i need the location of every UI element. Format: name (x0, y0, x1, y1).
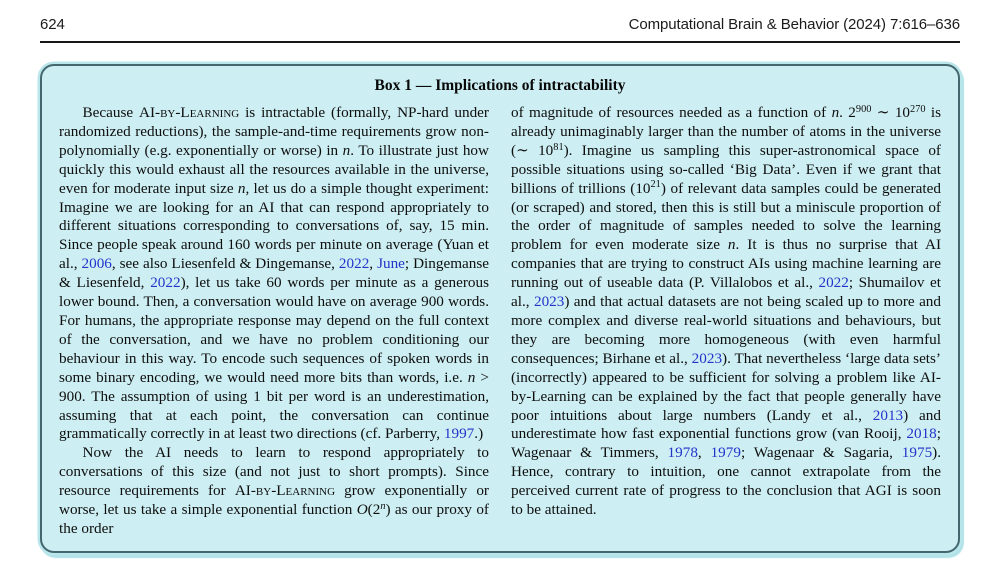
text-segment: O (356, 501, 368, 519)
text-segment: ; Dingemanse & Liesenfeld, (59, 255, 489, 292)
text-segment: n (342, 141, 351, 159)
paragraph (59, 104, 489, 444)
text-segment: Because (82, 104, 140, 121)
page-header (40, 16, 960, 33)
text-segment: n (380, 500, 386, 512)
text-segment: of magnitude of resources needed as a function of (511, 104, 832, 121)
paragraph (511, 104, 941, 520)
citation-link[interactable]: 2023 (533, 293, 565, 311)
text-segment: Now the AI needs to learn to respond appropriately to conversations of this size (and not just to short prompts). Since resource requirements for (59, 444, 489, 500)
text-segment: 900 (855, 103, 872, 115)
text-segment: n (467, 368, 476, 386)
citation-link[interactable]: 2022 (338, 255, 370, 273)
text-segment: is intractable (formally, NP-hard under randomized reductions), the sample-and-time requirements grow non-polynomially (e.g. exponentially or worse) in (59, 104, 489, 159)
header-rule (40, 41, 960, 43)
text-segment: (2 (367, 501, 381, 519)
citation-link[interactable]: 2022 (818, 274, 849, 292)
text-segment: 21 (650, 179, 661, 191)
citation-link[interactable]: 2018 (906, 425, 937, 443)
text-segment: ). Imagine us sampling this super-astronomical space of possible situations using so-called ‘Big Data’. Even if we grant that billions of trillions (10 (511, 141, 941, 197)
text-segment: 270 (910, 103, 926, 115)
citation-link[interactable]: 2023 (691, 349, 723, 367)
citation-link[interactable]: 2022 (150, 274, 181, 292)
text-segment: ). That nevertheless ‘large data sets’ (incorrectly) appeared to be sufficient for solving a problem like AI-by-Learning can be explained by the fact that people generally have poor intuitions about large numbers (Landy et al., (511, 349, 941, 424)
text-segment: AI-by-Learning (139, 104, 240, 121)
column-left (59, 104, 489, 539)
text-segment: . 2 (839, 104, 856, 121)
text-segment: ) and underestimate how fast exponential functions grow (van Rooij, (511, 406, 941, 443)
text-segment: ; Wagenaar & Timmers, (511, 425, 941, 462)
paragraph (59, 444, 489, 539)
text-segment: ). Hence, contrary to intuition, one cannot extrapolate from the perceived current rate of progress to the conclusion that AGI is soon to be attained. (511, 444, 942, 519)
column-right (511, 104, 941, 539)
text-segment: n (727, 236, 736, 254)
text-segment: . It is thus no surprise that AI companies that are trying to construct AIs using machine learning are running out of useable data (P. Villalobos et al., (511, 236, 941, 292)
journal-citation: Computational Brain & Behavior (2024) 7:616–636 (628, 16, 960, 33)
box-title: Box 1 — Implications of intractability (374, 77, 626, 94)
citation-link[interactable]: 1979 (710, 444, 741, 462)
citation-link[interactable]: June (377, 255, 405, 273)
box-1-implications-of-intractability (40, 64, 960, 553)
text-segment: , (369, 255, 378, 273)
two-column-text (59, 104, 941, 539)
text-segment: .) (474, 425, 484, 443)
text-segment: . To illustrate just how quickly this would exhaust all the resources available in the universe, even for moderate input size (59, 141, 489, 197)
text-segment: ; Wagenaar & Sagaria, (740, 444, 902, 462)
page-number: 624 (40, 16, 65, 33)
text-segment: grow exponentially or worse, let us take a simple exponential function (59, 482, 489, 519)
text-segment: ) of relevant data samples could be generated (or scraped) and stored, then this is still but a miniscule proportion of the order of magnitude of samples needed to solve the learning problem for even moderate size (511, 179, 941, 254)
text-segment: is already unimaginably larger than the number of atoms in the universe (∼ 10 (511, 104, 942, 159)
citation-link[interactable]: 2013 (872, 406, 904, 424)
citation-link[interactable]: 1975 (901, 444, 933, 462)
text-segment: , let us do a simple thought experiment: Imagine we are looking for an AI that can respond appropriately to different situations corresponding to conversations of, say, 15 min. Since people speak around 160 words per minute on average (Yuan et al., (59, 179, 489, 273)
text-segment: > 900. The assumption of using 1 bit per word is an underestimation, assuming that at each point, the conversation can continue grammatically correctly in at least two directions (cf. Parberry, (59, 368, 489, 443)
citation-link[interactable]: 1997 (443, 425, 475, 443)
text-segment: ), let us take 60 words per minute as a generous lower bound. Then, a conversation would have on average 900 words. For humans, the appropriate response may depend on the full context of the conversation, and we have no problem conditioning our behaviour in this way. To encode such sequences of spoken words in some binary encoding, we would need more bits than words, i.e. (59, 274, 489, 386)
text-segment: AI-by-Learning (234, 482, 336, 500)
text-segment: 81 (553, 141, 564, 153)
citation-link[interactable]: 1978 (667, 444, 698, 462)
text-segment: , (697, 444, 711, 462)
text-segment: ; Shumailov et al., (511, 274, 941, 311)
text-segment: n (831, 104, 840, 121)
text-segment: ) and that actual datasets are not being scaled up to more and more complex and diverse real-world situations and behaviours, but they are becoming more homogeneous (with even harmful consequences; Birhane et al., (511, 293, 941, 367)
text-segment: n (237, 179, 246, 197)
text-segment: , see also Liesenfeld & Dingemanse, (111, 255, 339, 273)
text-segment: ) as our proxy of the order (59, 501, 489, 537)
citation-link[interactable]: 2006 (81, 255, 112, 273)
text-segment: ∼ 10 (871, 104, 911, 121)
